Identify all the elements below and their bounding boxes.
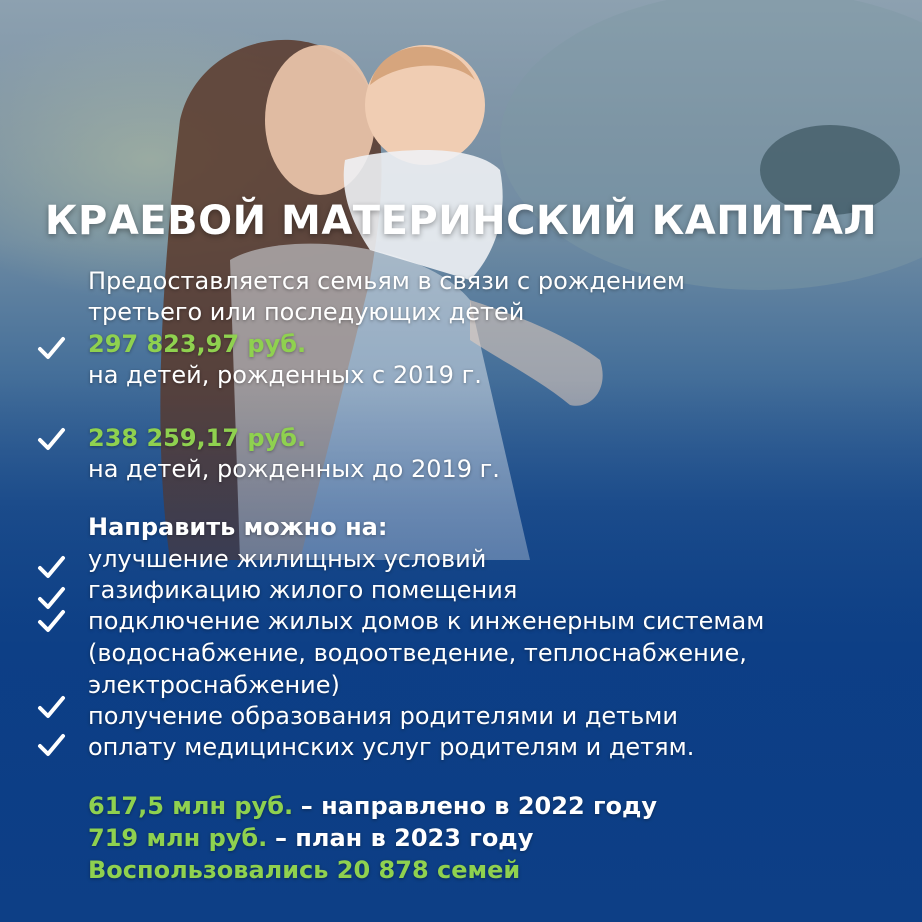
check-icon (36, 694, 66, 720)
uses-heading: Направить можно на: (88, 513, 388, 541)
use-item: получение образования родителями и детьми (88, 702, 679, 730)
stat-2022-value: 617,5 млн руб. (88, 792, 294, 820)
amount-1-description: на детей, рожденных с 2019 г. (88, 361, 482, 389)
amount-1: 297 823,97 руб. (88, 330, 307, 358)
stat-2023-value: 719 млн руб. (88, 824, 268, 852)
use-item: подключение жилых домов к инженерным системам (88, 607, 765, 635)
check-icon (36, 732, 66, 758)
stat-2022 (88, 791, 657, 821)
use-item: оплату медицинских услуг родителям и детям. (88, 733, 695, 761)
use-item: улучшение жилищных условий (88, 545, 487, 573)
amount-2: 238 259,17 руб. (88, 424, 307, 452)
stat-2023-text: – план в 2023 году (274, 824, 534, 852)
stat-2023 (88, 823, 533, 853)
check-icon (36, 426, 66, 452)
intro-line-1: Предоставляется семьям в связи с рождением (88, 267, 685, 295)
check-icon (36, 608, 66, 634)
page-title: КРАЕВОЙ МАТЕРИНСКИЙ КАПИТАЛ (44, 198, 878, 244)
use-item: газификацию жилого помещения (88, 576, 518, 604)
check-icon (36, 554, 66, 580)
intro-line-2: третьего или последующих детей (88, 298, 525, 326)
amount-2-description: на детей, рожденных до 2019 г. (88, 455, 500, 483)
stat-2022-text: – направлено в 2022 году (300, 792, 658, 820)
use-item-continued: электроснабжение) (88, 671, 340, 699)
families-count: Воспользовались 20 878 семей (88, 856, 521, 884)
use-item-continued: (водоснабжение, водоотведение, теплоснабжение, (88, 639, 747, 667)
check-icon (36, 335, 66, 361)
